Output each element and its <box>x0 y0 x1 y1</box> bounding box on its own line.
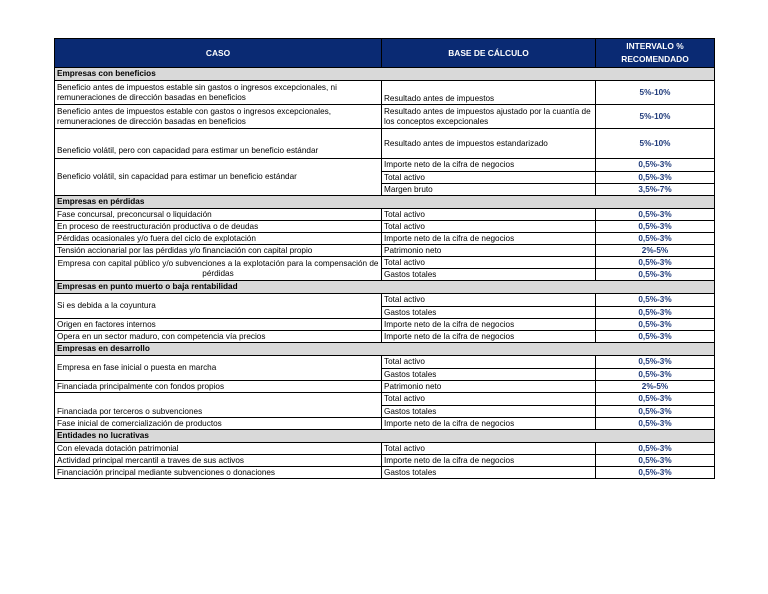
table-row <box>55 209 715 221</box>
cell-base: Total activo <box>382 443 596 455</box>
cell-base: Gastos totales <box>382 467 596 479</box>
cell-base: Patrimonio neto <box>382 245 596 257</box>
cell-caso: Empresa en fase inicial o puesta en marcha <box>55 356 382 381</box>
cell-base: Total activo <box>382 172 596 184</box>
cell-caso: Financiada principalmente con fondos propios <box>55 381 382 393</box>
table-row <box>55 331 715 343</box>
cell-pct: 0,5%-3% <box>596 257 715 269</box>
cell-base: Importe neto de la cifra de negocios <box>382 331 596 343</box>
header-intervalo: INTERVALO % RECOMENDADO <box>596 39 715 68</box>
table-header <box>55 39 715 68</box>
cell-pct: 5%-10% <box>596 105 715 129</box>
cell-pct: 0,5%-3% <box>596 294 715 307</box>
cell-pct: 0,5%-3% <box>596 233 715 245</box>
cell-base: Importe neto de la cifra de negocios <box>382 159 596 172</box>
header-base: BASE DE CÁLCULO <box>382 39 596 68</box>
section-title: Empresas con beneficios <box>55 68 715 81</box>
cell-pct: 0,5%-3% <box>596 455 715 467</box>
cell-base: Total activo <box>382 356 596 369</box>
cell-caso: Beneficio antes de impuestos estable con gastos o ingresos excepcionales, remuneraciones de dirección basadas en beneficios <box>55 105 382 129</box>
cell-pct: 0,5%-3% <box>596 369 715 381</box>
table-row <box>55 245 715 257</box>
cell-pct: 0,5%-3% <box>596 319 715 331</box>
table-row <box>55 221 715 233</box>
table-row <box>55 233 715 245</box>
table-row <box>55 129 715 159</box>
section-header <box>55 343 715 356</box>
cell-base: Resultado antes de impuestos ajustado por la cuantía de los conceptos excepcionales <box>382 105 596 129</box>
cell-pct: 3,5%-7% <box>596 184 715 196</box>
section-title: Empresas en desarrollo <box>55 343 715 356</box>
cell-base: Total activo <box>382 209 596 221</box>
cell-base: Margen bruto <box>382 184 596 196</box>
cell-pct: 0,5%-3% <box>596 406 715 418</box>
cell-pct: 5%-10% <box>596 129 715 159</box>
table-row <box>55 455 715 467</box>
cell-pct: 2%-5% <box>596 245 715 257</box>
cell-base: Total activo <box>382 393 596 406</box>
cell-caso: Beneficio volátil, pero con capacidad para estimar un beneficio estándar <box>55 129 382 159</box>
cell-base: Total activo <box>382 221 596 233</box>
cell-caso: En proceso de reestructuración productiva o de deudas <box>55 221 382 233</box>
section-title: Empresas en pérdidas <box>55 196 715 209</box>
cell-base: Importe neto de la cifra de negocios <box>382 455 596 467</box>
cell-caso: Empresa con capital público y/o subvenciones a la explotación para la compensación de pérdidas <box>55 257 382 281</box>
section-header <box>55 68 715 81</box>
cell-caso: Opera en un sector maduro, con competencia vía precios <box>55 331 382 343</box>
cell-base: Gastos totales <box>382 369 596 381</box>
table-row <box>55 443 715 455</box>
table-row <box>55 467 715 479</box>
cell-pct: 0,5%-3% <box>596 172 715 184</box>
cell-base: Resultado antes de impuestos estandarizado <box>382 129 596 159</box>
table-row <box>55 319 715 331</box>
section-header <box>55 430 715 443</box>
cell-caso: Si es debida a la coyuntura <box>55 294 382 319</box>
cell-caso: Pérdidas ocasionales y/o fuera del ciclo de explotación <box>55 233 382 245</box>
cell-caso: Fase inicial de comercialización de productos <box>55 418 382 430</box>
cell-pct: 0,5%-3% <box>596 209 715 221</box>
materiality-table <box>54 38 715 479</box>
section-header <box>55 196 715 209</box>
cell-caso: Actividad principal mercantil a traves de sus activos <box>55 455 382 467</box>
cell-base: Importe neto de la cifra de negocios <box>382 233 596 245</box>
table-row <box>55 381 715 393</box>
cell-caso: Con elevada dotación patrimonial <box>55 443 382 455</box>
cell-pct: 0,5%-3% <box>596 221 715 233</box>
cell-base: Total activo <box>382 257 596 269</box>
cell-caso: Origen en factores internos <box>55 319 382 331</box>
table-row <box>55 81 715 105</box>
cell-pct: 0,5%-3% <box>596 159 715 172</box>
cell-pct: 0,5%-3% <box>596 307 715 319</box>
cell-caso: Beneficio volátil, sin capacidad para estimar un beneficio estándar <box>55 159 382 196</box>
cell-pct: 0,5%-3% <box>596 467 715 479</box>
cell-pct: 0,5%-3% <box>596 269 715 281</box>
cell-pct: 0,5%-3% <box>596 418 715 430</box>
cell-caso: Tensión accionarial por las pérdidas y/o financiación con capital propio <box>55 245 382 257</box>
cell-pct: 0,5%-3% <box>596 443 715 455</box>
cell-pct: 0,5%-3% <box>596 356 715 369</box>
table-row <box>55 356 715 369</box>
cell-pct: 2%-5% <box>596 381 715 393</box>
cell-base: Resultado antes de impuestos <box>382 81 596 105</box>
cell-base: Gastos totales <box>382 307 596 319</box>
cell-pct: 0,5%-3% <box>596 393 715 406</box>
table-row <box>55 418 715 430</box>
cell-base: Gastos totales <box>382 269 596 281</box>
header-caso: CASO <box>55 39 382 68</box>
cell-caso: Financiada por terceros o subvenciones <box>55 393 382 418</box>
cell-base: Importe neto de la cifra de negocios <box>382 418 596 430</box>
cell-caso: Beneficio antes de impuestos estable sin gastos o ingresos excepcionales, ni remuneraciones de dirección basadas en beneficios <box>55 81 382 105</box>
table-row <box>55 105 715 129</box>
cell-base: Total activo <box>382 294 596 307</box>
table-row <box>55 257 715 269</box>
table-row <box>55 294 715 307</box>
section-header <box>55 281 715 294</box>
section-title: Entidades no lucrativas <box>55 430 715 443</box>
table-row <box>55 393 715 406</box>
section-title: Empresas en punto muerto o baja rentabilidad <box>55 281 715 294</box>
table-row <box>55 159 715 172</box>
cell-pct: 0,5%-3% <box>596 331 715 343</box>
cell-base: Importe neto de la cifra de negocios <box>382 319 596 331</box>
cell-caso: Financiación principal mediante subvenciones o donaciones <box>55 467 382 479</box>
cell-base: Patrimonio neto <box>382 381 596 393</box>
cell-pct: 5%-10% <box>596 81 715 105</box>
cell-base: Gastos totales <box>382 406 596 418</box>
cell-caso: Fase concursal, preconcursal o liquidación <box>55 209 382 221</box>
